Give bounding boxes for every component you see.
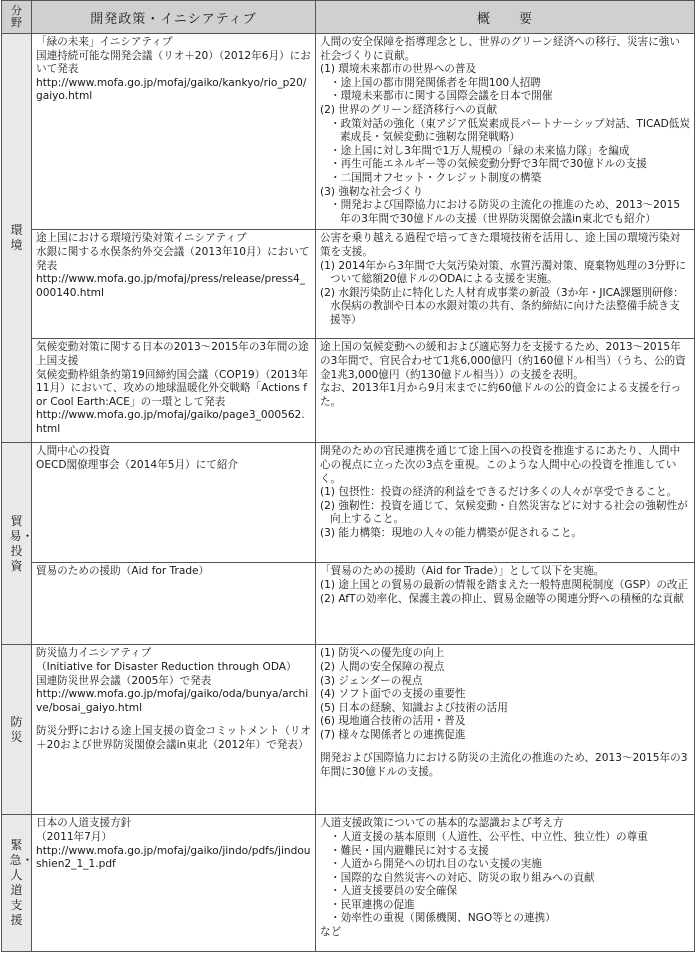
table-row <box>2 230 695 339</box>
category-disaster: 防災 <box>2 645 32 815</box>
table-row <box>2 815 695 952</box>
initiative-cell <box>32 443 316 563</box>
text-line: ・人道支援要員の安全確保 <box>330 885 458 898</box>
category-environment: 環境 <box>2 34 32 443</box>
text-line: (1) 環境未来都市の世界への普及 <box>320 63 477 76</box>
summary-cell <box>316 815 695 952</box>
text-line: 防災分野における途上国支援の資金コミットメント（リオ＋20および世界防災閣僚会議in東北（2012年）で発表） <box>36 725 312 751</box>
summary-cell <box>316 34 695 230</box>
text-line: 防災協力イニシアティブ <box>36 647 152 660</box>
summary-block <box>320 752 690 779</box>
text-line: 日本の人道支援方針 <box>36 817 132 830</box>
text-line: (2) 人間の安全保障の視点 <box>320 660 445 673</box>
initiative-cell <box>32 563 316 645</box>
text-line: http://www.mofa.go.jp/mofaj/gaiko/page3_000562.html <box>36 409 305 435</box>
summary-cell <box>316 230 695 339</box>
text-line: ・政策対話の強化（東アジア低炭素成長パートナーシップ対話、TICAD低炭素成長・気候変動に強靭な開発戦略） <box>330 117 690 144</box>
initiatives-table <box>1 0 695 952</box>
text-line: 開発のための官民連携を通じて途上国への投資を推進するにあたり、人間中心の視点に立った次の3点を重視。このような人間中心の投資を推進していく。 <box>320 445 681 485</box>
text-line: 途上国の気候変動への緩和および適応努力を支援するため、2013～2015年の3年間で、官民合わせて1兆6,000億円（約160億ドル相当）（うち、公的資金1兆3,000億円（約130億ドル相当））の支援を表明。 <box>320 341 686 381</box>
text-line: なお、2013年1月から9月末までに約60億ドルの公的資金による支援を行った。 <box>320 382 682 408</box>
table-row <box>2 339 695 443</box>
summary-cell <box>316 339 695 443</box>
initiative-block <box>36 647 311 715</box>
text-line: 人間中心の投資 <box>36 445 111 458</box>
text-line: (6) 現地適合技術の活用・普及 <box>320 715 466 728</box>
text-line: ・環境未来都市に関する国際会議を日本で開催 <box>330 90 553 103</box>
text-line: (2) AfTの効率化、保護主義の抑止、貿易金融等の関連分野への積極的な貢献 <box>320 592 684 605</box>
summary-cell <box>316 645 695 815</box>
initiative-cell <box>32 339 316 443</box>
text-line: 「緑の未来」イニシアティブ <box>36 36 173 48</box>
initiative-cell <box>32 230 316 339</box>
text-line: (2) 世界のグリーン経済移行への貢献 <box>320 103 498 116</box>
text-line: (1) 包摂性：投資の経済的利益をできるだけ多くの人々が享受できること。 <box>320 486 678 499</box>
text-line: ・人道支援の基本原則（人道性、公平性、中立性、独立性）の尊重 <box>330 830 648 843</box>
summary-cell <box>316 563 695 645</box>
text-line: 人道支援政策についての基本的な認識および考え方 <box>320 817 564 830</box>
category-humanitarian: 緊急・人道支援 <box>2 815 32 952</box>
text-line: ・再生可能エネルギー等の気候変動分野で3年間で30億ドルの支援 <box>330 158 647 171</box>
table-header-row <box>2 1 695 34</box>
text-line: （Initiative for Disaster Reduction through ODA） <box>36 660 297 673</box>
text-line: など <box>320 926 342 939</box>
text-line: http://www.mofa.go.jp/mofaj/gaiko/jindo/pdfs/jindoushien2_1_1.pdf <box>36 844 311 871</box>
text-line: ・開発および国際協力における防災の主流化の推進のため、2013～2015年の3年間で30億ドルの支援（世界防災閣僚会議in東北でも紹介） <box>330 199 681 225</box>
summary-block <box>320 647 690 742</box>
text-line: ・途上国の都市開発関係者を年間100人招聘 <box>330 76 541 89</box>
header-initiative: 開発政策・イニシアティブ <box>32 1 316 34</box>
text-line: (7) 様々な関係者との連携促進 <box>320 728 466 741</box>
text-line: (4) ソフト面での支援の重要性 <box>320 688 466 701</box>
category-trade: 貿易・投資 <box>2 443 32 645</box>
summary-cell <box>316 443 695 563</box>
text-line: ・国際的な自然災害への対応、防災の取り組みへの貢献 <box>330 871 595 884</box>
text-line: ・民軍連携の促進 <box>330 898 415 911</box>
table-row <box>2 645 695 815</box>
text-line: ・人道から開発への切れ目のない支援の実施 <box>330 858 542 871</box>
text-line: (3) 強靭な社会づくり <box>320 185 424 198</box>
text-line: 貿易のための援助（Aid for Trade） <box>36 565 210 578</box>
text-line: 気候変動枠組条約第19回締約国会議（COP19）（2013年11月）において、攻めの地球温暖化外交戦略「Actions for Cool Earth:ACE」の一環として発表 <box>36 368 309 408</box>
header-summary: 概 要 <box>316 1 695 34</box>
table-row <box>2 34 695 230</box>
text-line: (3) 能力構築：現地の人々の能力構築が促されること。 <box>320 526 583 539</box>
text-line: ・途上国に対し3年間で1万人規模の「緑の未来協力隊」を編成 <box>330 144 630 157</box>
text-line: (3) ジェンダーの視点 <box>320 674 423 687</box>
text-line: 国連持続可能な開発会議（リオ＋20）（2012年6月）において発表 <box>36 49 311 76</box>
text-line: (2) 強靭性：投資を通じて、気候変動・自然災害などに対する社会の強靭性が向上すること。 <box>320 499 688 526</box>
text-line: 水銀に関する水俣条約外交会議（2013年10月）において発表 <box>36 245 310 272</box>
text-line: OECD閣僚理事会（2014年5月）にて紹介 <box>36 458 239 471</box>
text-line: 公害を乗り越える過程で培ってきた環境技術を活用し、途上国の環境汚染対策を支援。 <box>320 232 681 258</box>
text-line: 開発および国際協力における防災の主流化の推進のため、2013～2015年の3年間に30億ドルの支援。 <box>320 752 688 779</box>
initiative-cell <box>32 645 316 815</box>
initiative-block <box>36 725 311 752</box>
table-row <box>2 563 695 645</box>
text-line: ・難民・国内避難民に対する支援 <box>330 844 489 857</box>
header-category: 分野 <box>2 1 32 34</box>
text-line: 人間の安全保障を指導理念とし、世界のグリーン経済への移行、災害に強い社会づくりに貢献。 <box>320 36 680 62</box>
initiative-cell <box>32 815 316 952</box>
text-line: (1) 途上国との貿易の最新の情報を踏まえた一般特恵関税制度（GSP）の改正 <box>320 578 689 591</box>
text-line: 途上国における環境汚染対策イニシアティブ <box>36 232 247 245</box>
text-line: 「貿易のための援助（Aid for Trade）」として以下を実施。 <box>320 565 605 578</box>
text-line: ・二国間オフセット・クレジット制度の構築 <box>330 171 542 184</box>
text-line: （2011年7月） <box>36 830 113 843</box>
text-line: (1) 2014年から3年間で大気汚染対策、水質汚濁対策、廃棄物処理の3分野について総額20億ドルのODAによる支援を実施。 <box>320 259 687 286</box>
initiative-cell <box>32 34 316 230</box>
text-line: ・効率性の重視（関係機関、NGO等との連携） <box>330 912 556 925</box>
text-line: http://www.mofa.go.jp/mofaj/press/release/press4_000140.html <box>36 273 306 299</box>
text-line: (2) 水銀汚染防止に特化した人材育成事業の新設（3か年・JICA課題別研修：水俣病の教訓や日本の水銀対策の共有、条約締結に向けた法整備手続き支援等） <box>320 286 684 326</box>
text-line: http://www.mofa.go.jp/mofaj/gaiko/oda/bunya/archive/bosai_gaiyo.html <box>36 688 309 714</box>
text-line: (1) 防災への優先度の向上 <box>320 647 445 660</box>
table-row <box>2 443 695 563</box>
text-line: (5) 日本の経験、知識および技術の活用 <box>320 701 508 714</box>
text-line: 国連防災世界会議（2005年）で発表 <box>36 674 212 687</box>
text-line: 気候変動対策に関する日本の2013～2015年の3年間の途上国支援 <box>36 341 309 367</box>
text-line: http://www.mofa.go.jp/mofaj/gaiko/kankyo/rio_p20/gaiyo.html <box>36 76 307 103</box>
